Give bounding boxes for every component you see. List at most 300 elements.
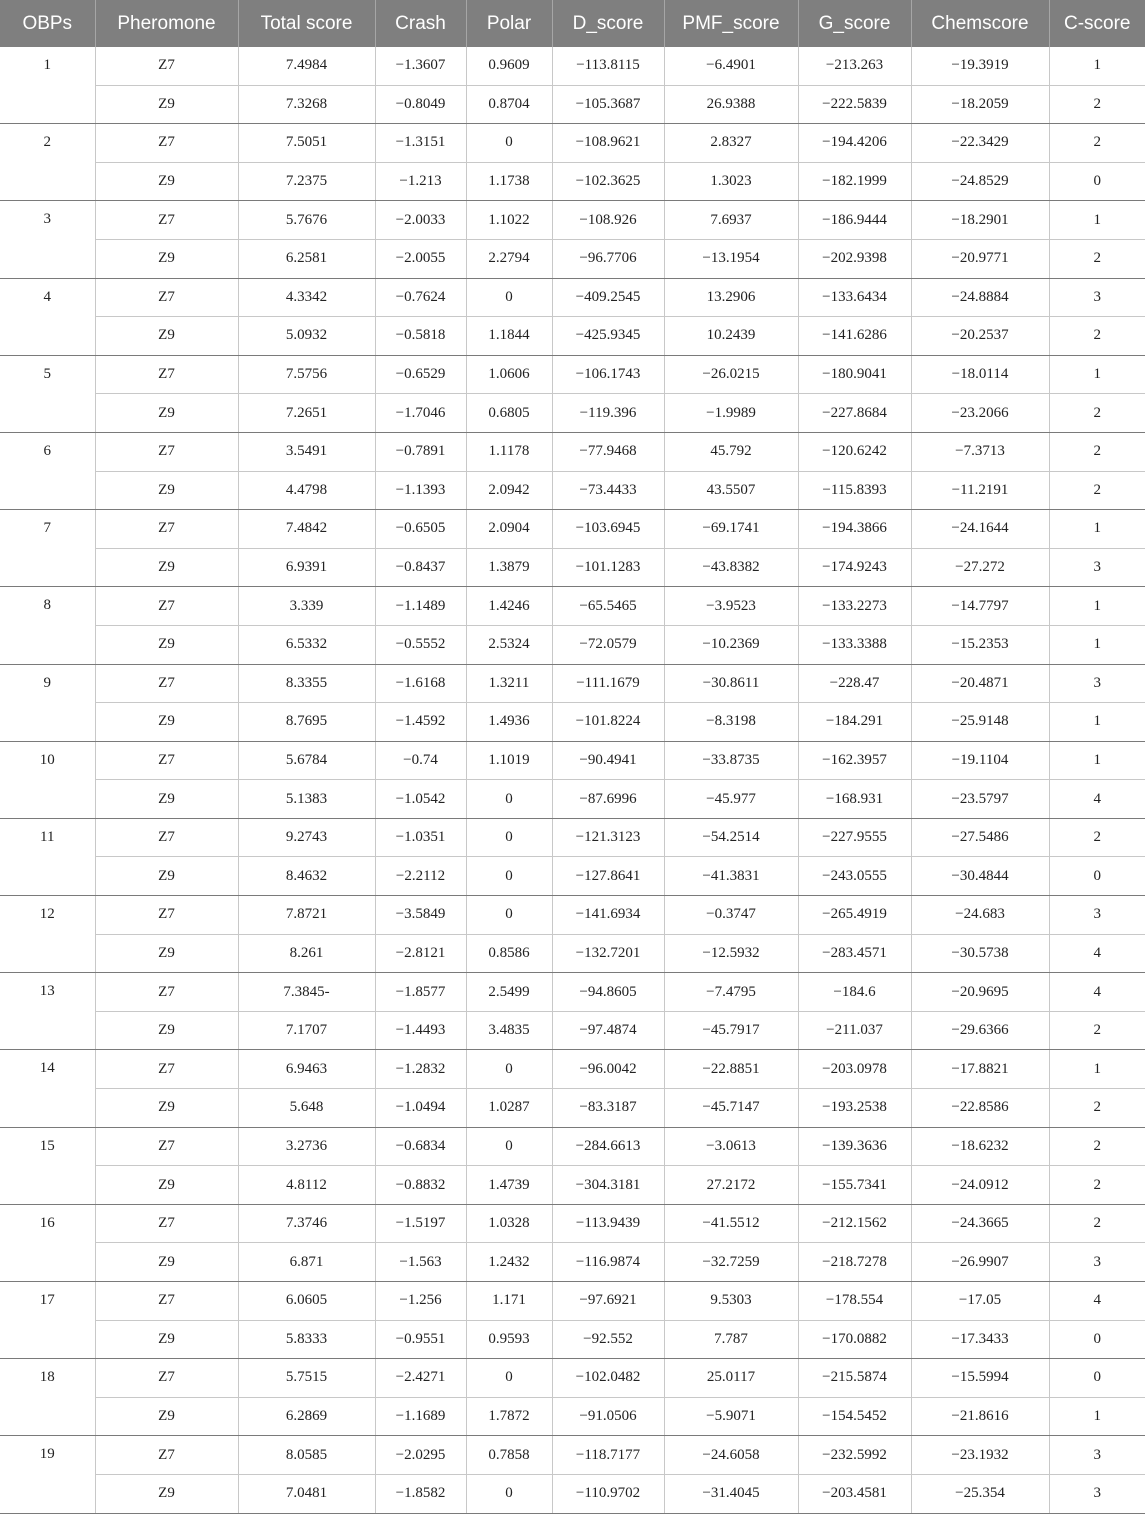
- table-cell: −265.4919: [798, 896, 911, 935]
- table-cell: 7.1707: [238, 1011, 375, 1050]
- table-cell: Z7: [95, 1436, 238, 1475]
- table-row: [0, 355, 1145, 394]
- table-cell: 0: [466, 1127, 552, 1166]
- table-cell: −45.977: [664, 780, 798, 819]
- table-cell: 6.5332: [238, 625, 375, 664]
- column-header: Polar: [466, 0, 552, 47]
- column-header: Total score: [238, 0, 375, 47]
- obp-cell: 1: [0, 47, 95, 124]
- table-cell: −1.4493: [375, 1011, 466, 1050]
- table-cell: −182.1999: [798, 162, 911, 201]
- table-cell: 1.0287: [466, 1089, 552, 1128]
- table-cell: 6.9391: [238, 548, 375, 587]
- table-cell: −1.563: [375, 1243, 466, 1282]
- table-cell: −155.7341: [798, 1166, 911, 1205]
- table-cell: −33.8735: [664, 741, 798, 780]
- table-cell: 4.3342: [238, 278, 375, 317]
- table-row: [0, 239, 1145, 278]
- table-cell: −232.5992: [798, 1436, 911, 1475]
- table-cell: −141.6286: [798, 317, 911, 356]
- table-cell: −29.6366: [911, 1011, 1049, 1050]
- table-cell: −24.8884: [911, 278, 1049, 317]
- table-cell: −168.931: [798, 780, 911, 819]
- table-cell: 1.4246: [466, 587, 552, 626]
- table-cell: 5.648: [238, 1089, 375, 1128]
- table-cell: 7.5051: [238, 124, 375, 163]
- table-cell: −1.3607: [375, 47, 466, 85]
- table-cell: 0: [466, 1474, 552, 1513]
- table-cell: 2: [1049, 317, 1145, 356]
- table-cell: −19.3919: [911, 47, 1049, 85]
- table-cell: −15.2353: [911, 625, 1049, 664]
- table-cell: Z9: [95, 317, 238, 356]
- table-cell: 13.2906: [664, 278, 798, 317]
- table-cell: −110.9702: [552, 1474, 664, 1513]
- table-cell: −23.1932: [911, 1436, 1049, 1475]
- table-cell: 2: [1049, 1166, 1145, 1205]
- table-cell: 0: [1049, 1359, 1145, 1398]
- table-cell: 2: [1049, 1204, 1145, 1243]
- table-cell: Z7: [95, 1359, 238, 1398]
- column-header: Chemscore: [911, 0, 1049, 47]
- table-cell: 1: [1049, 1397, 1145, 1436]
- table-row: [0, 857, 1145, 896]
- table-row: [0, 896, 1145, 935]
- table-row: [0, 162, 1145, 201]
- table-cell: −222.5839: [798, 85, 911, 124]
- table-cell: 3.4835: [466, 1011, 552, 1050]
- table-row: [0, 1050, 1145, 1089]
- table-cell: 3.2736: [238, 1127, 375, 1166]
- table-cell: −133.2273: [798, 587, 911, 626]
- table-cell: −102.0482: [552, 1359, 664, 1398]
- table-cell: 4: [1049, 780, 1145, 819]
- table-cell: 1.171: [466, 1282, 552, 1321]
- table-cell: 0: [466, 857, 552, 896]
- table-row: [0, 934, 1145, 973]
- table-cell: −45.7917: [664, 1011, 798, 1050]
- table-cell: Z9: [95, 857, 238, 896]
- table-cell: 7.5756: [238, 355, 375, 394]
- table-cell: 1: [1049, 703, 1145, 742]
- table-cell: Z7: [95, 664, 238, 703]
- table-cell: −20.9695: [911, 973, 1049, 1012]
- table-cell: −3.5849: [375, 896, 466, 935]
- table-row: [0, 664, 1145, 703]
- table-cell: Z9: [95, 1397, 238, 1436]
- table-cell: −304.3181: [552, 1166, 664, 1205]
- table-cell: 5.7515: [238, 1359, 375, 1398]
- table-cell: −1.1489: [375, 587, 466, 626]
- table-cell: 1.4936: [466, 703, 552, 742]
- table-cell: 10.2439: [664, 317, 798, 356]
- table-cell: 4: [1049, 934, 1145, 973]
- table-cell: −1.0351: [375, 818, 466, 857]
- table-cell: −105.3687: [552, 85, 664, 124]
- table-row: [0, 510, 1145, 549]
- table-cell: 2: [1049, 394, 1145, 433]
- table-cell: Z7: [95, 1204, 238, 1243]
- table-cell: −108.926: [552, 201, 664, 240]
- table-row: [0, 394, 1145, 433]
- table-cell: Z9: [95, 239, 238, 278]
- table-cell: −25.354: [911, 1474, 1049, 1513]
- table-cell: 1: [1049, 47, 1145, 85]
- table-cell: 2: [1049, 1127, 1145, 1166]
- obp-cell: 19: [0, 1436, 95, 1513]
- obp-cell: 11: [0, 818, 95, 895]
- table-cell: −18.0114: [911, 355, 1049, 394]
- table-cell: 1.2432: [466, 1243, 552, 1282]
- table-row: [0, 1243, 1145, 1282]
- table-cell: 9.2743: [238, 818, 375, 857]
- table-cell: −184.6: [798, 973, 911, 1012]
- table-cell: −139.3636: [798, 1127, 911, 1166]
- table-cell: −27.272: [911, 548, 1049, 587]
- table-cell: −116.9874: [552, 1243, 664, 1282]
- table-row: [0, 201, 1145, 240]
- table-cell: 1.1844: [466, 317, 552, 356]
- table-cell: 0: [466, 780, 552, 819]
- table-cell: −228.47: [798, 664, 911, 703]
- table-row: [0, 432, 1145, 471]
- table-cell: Z7: [95, 896, 238, 935]
- table-cell: 5.8333: [238, 1320, 375, 1359]
- table-cell: −180.9041: [798, 355, 911, 394]
- table-cell: Z9: [95, 934, 238, 973]
- table-cell: −13.1954: [664, 239, 798, 278]
- table-cell: −24.683: [911, 896, 1049, 935]
- header-row: [0, 0, 1145, 47]
- table-row: [0, 587, 1145, 626]
- table-cell: −0.8437: [375, 548, 466, 587]
- table-cell: 7.8721: [238, 896, 375, 935]
- table-cell: −22.8851: [664, 1050, 798, 1089]
- table-cell: −0.7624: [375, 278, 466, 317]
- column-header: C-score: [1049, 0, 1145, 47]
- table-cell: −102.3625: [552, 162, 664, 201]
- table-cell: −2.0055: [375, 239, 466, 278]
- table-cell: −227.9555: [798, 818, 911, 857]
- table-cell: −20.2537: [911, 317, 1049, 356]
- table-cell: −1.1689: [375, 1397, 466, 1436]
- table-cell: −54.2514: [664, 818, 798, 857]
- table-cell: 27.2172: [664, 1166, 798, 1205]
- table-cell: −194.3866: [798, 510, 911, 549]
- table-row: [0, 1359, 1145, 1398]
- table-row: [0, 278, 1145, 317]
- table-cell: 5.6784: [238, 741, 375, 780]
- table-cell: 6.0605: [238, 1282, 375, 1321]
- table-cell: Z7: [95, 47, 238, 85]
- table-cell: −2.4271: [375, 1359, 466, 1398]
- table-cell: 3: [1049, 896, 1145, 935]
- obp-cell: 14: [0, 1050, 95, 1127]
- table-cell: −115.8393: [798, 471, 911, 510]
- table-cell: Z7: [95, 1127, 238, 1166]
- table-cell: −1.8582: [375, 1474, 466, 1513]
- table-cell: 6.2581: [238, 239, 375, 278]
- table-cell: 8.0585: [238, 1436, 375, 1475]
- obp-cell: 4: [0, 278, 95, 355]
- table-cell: Z9: [95, 548, 238, 587]
- table-cell: −133.6434: [798, 278, 911, 317]
- table-cell: 1.3879: [466, 548, 552, 587]
- table-row: [0, 548, 1145, 587]
- table-cell: −20.4871: [911, 664, 1049, 703]
- table-cell: −1.3151: [375, 124, 466, 163]
- table-cell: −113.9439: [552, 1204, 664, 1243]
- table-cell: −1.1393: [375, 471, 466, 510]
- table-cell: −213.263: [798, 47, 911, 85]
- table-cell: 2: [1049, 239, 1145, 278]
- table-cell: Z7: [95, 510, 238, 549]
- table-cell: −0.9551: [375, 1320, 466, 1359]
- table-cell: −15.5994: [911, 1359, 1049, 1398]
- table-cell: −1.0494: [375, 1089, 466, 1128]
- table-cell: −41.3831: [664, 857, 798, 896]
- table-cell: −174.9243: [798, 548, 911, 587]
- table-cell: 0.8704: [466, 85, 552, 124]
- table-cell: 1.1022: [466, 201, 552, 240]
- table-cell: Z7: [95, 355, 238, 394]
- table-cell: −69.1741: [664, 510, 798, 549]
- table-cell: −0.6834: [375, 1127, 466, 1166]
- table-cell: −0.5552: [375, 625, 466, 664]
- table-cell: −1.213: [375, 162, 466, 201]
- table-cell: −0.74: [375, 741, 466, 780]
- table-body: [0, 47, 1145, 1513]
- table-cell: 3: [1049, 1436, 1145, 1475]
- table-cell: −2.8121: [375, 934, 466, 973]
- table-row: [0, 1166, 1145, 1205]
- table-cell: −1.256: [375, 1282, 466, 1321]
- table-cell: −18.2901: [911, 201, 1049, 240]
- table-cell: −24.1644: [911, 510, 1049, 549]
- table-cell: 7.2651: [238, 394, 375, 433]
- table-cell: −218.7278: [798, 1243, 911, 1282]
- table-cell: 3: [1049, 1243, 1145, 1282]
- table-cell: 3.339: [238, 587, 375, 626]
- obp-cell: 6: [0, 432, 95, 509]
- table-cell: −65.5465: [552, 587, 664, 626]
- table-cell: −31.4045: [664, 1474, 798, 1513]
- table-cell: 1.1019: [466, 741, 552, 780]
- table-cell: −6.4901: [664, 47, 798, 85]
- table-cell: −23.5797: [911, 780, 1049, 819]
- table-cell: 7.787: [664, 1320, 798, 1359]
- table-cell: −283.4571: [798, 934, 911, 973]
- table-row: [0, 741, 1145, 780]
- table-header: [0, 0, 1145, 47]
- table-cell: −96.7706: [552, 239, 664, 278]
- table-cell: −17.8821: [911, 1050, 1049, 1089]
- table-cell: 0: [466, 896, 552, 935]
- table-cell: 6.871: [238, 1243, 375, 1282]
- table-cell: 8.4632: [238, 857, 375, 896]
- table-cell: 2: [1049, 471, 1145, 510]
- table-row: [0, 780, 1145, 819]
- table-cell: 0.6805: [466, 394, 552, 433]
- table-cell: 7.3268: [238, 85, 375, 124]
- table-cell: 2.5324: [466, 625, 552, 664]
- table-cell: 4.8112: [238, 1166, 375, 1205]
- table-cell: 3: [1049, 548, 1145, 587]
- table-cell: −26.0215: [664, 355, 798, 394]
- table-cell: −20.9771: [911, 239, 1049, 278]
- table-cell: −27.5486: [911, 818, 1049, 857]
- table-cell: −118.7177: [552, 1436, 664, 1475]
- table-row: [0, 1089, 1145, 1128]
- table-cell: −2.2112: [375, 857, 466, 896]
- table-cell: 1: [1049, 1050, 1145, 1089]
- table-cell: −186.9444: [798, 201, 911, 240]
- table-cell: −409.2545: [552, 278, 664, 317]
- table-cell: 7.4984: [238, 47, 375, 85]
- obp-cell: 18: [0, 1359, 95, 1436]
- table-cell: 3: [1049, 278, 1145, 317]
- table-cell: −7.3713: [911, 432, 1049, 471]
- table-cell: Z9: [95, 394, 238, 433]
- table-cell: −0.6505: [375, 510, 466, 549]
- table-cell: −41.5512: [664, 1204, 798, 1243]
- table-cell: −12.5932: [664, 934, 798, 973]
- table-cell: −17.05: [911, 1282, 1049, 1321]
- table-cell: −193.2538: [798, 1089, 911, 1128]
- table-cell: −111.1679: [552, 664, 664, 703]
- table-cell: −203.4581: [798, 1474, 911, 1513]
- table-cell: 3: [1049, 664, 1145, 703]
- table-cell: −3.0613: [664, 1127, 798, 1166]
- table-cell: 4: [1049, 1282, 1145, 1321]
- table-cell: 0: [1049, 857, 1145, 896]
- table-row: [0, 471, 1145, 510]
- table-cell: −1.5197: [375, 1204, 466, 1243]
- table-cell: 4.4798: [238, 471, 375, 510]
- column-header: OBPs: [0, 0, 95, 47]
- table-cell: 1: [1049, 741, 1145, 780]
- table-cell: −212.1562: [798, 1204, 911, 1243]
- table-row: [0, 703, 1145, 742]
- table-cell: −1.4592: [375, 703, 466, 742]
- table-cell: Z7: [95, 124, 238, 163]
- table-cell: 5.7676: [238, 201, 375, 240]
- table-cell: −127.8641: [552, 857, 664, 896]
- table-cell: −22.8586: [911, 1089, 1049, 1128]
- table-cell: 0.9593: [466, 1320, 552, 1359]
- table-cell: 7.3746: [238, 1204, 375, 1243]
- table-cell: −90.4941: [552, 741, 664, 780]
- table-row: [0, 1436, 1145, 1475]
- table-cell: Z9: [95, 1474, 238, 1513]
- table-cell: −92.552: [552, 1320, 664, 1359]
- table-cell: 4: [1049, 973, 1145, 1012]
- table-cell: 1: [1049, 201, 1145, 240]
- obp-cell: 16: [0, 1204, 95, 1281]
- table-cell: −91.0506: [552, 1397, 664, 1436]
- table-cell: −2.0295: [375, 1436, 466, 1475]
- table-cell: −227.8684: [798, 394, 911, 433]
- table-cell: 2.8327: [664, 124, 798, 163]
- table-cell: −96.0042: [552, 1050, 664, 1089]
- table-cell: Z9: [95, 1243, 238, 1282]
- obp-cell: 15: [0, 1127, 95, 1204]
- obp-cell: 13: [0, 973, 95, 1050]
- table-cell: Z9: [95, 625, 238, 664]
- table-cell: −19.1104: [911, 741, 1049, 780]
- table-cell: −141.6934: [552, 896, 664, 935]
- table-cell: Z7: [95, 278, 238, 317]
- table-row: [0, 1282, 1145, 1321]
- table-cell: 7.4842: [238, 510, 375, 549]
- table-cell: −83.3187: [552, 1089, 664, 1128]
- table-cell: −108.9621: [552, 124, 664, 163]
- table-cell: −23.2066: [911, 394, 1049, 433]
- table-row: [0, 1204, 1145, 1243]
- table-cell: −0.6529: [375, 355, 466, 394]
- table-cell: −0.7891: [375, 432, 466, 471]
- column-header: D_score: [552, 0, 664, 47]
- table-cell: −0.3747: [664, 896, 798, 935]
- table-cell: −0.8049: [375, 85, 466, 124]
- table-cell: 9.5303: [664, 1282, 798, 1321]
- obp-cell: 3: [0, 201, 95, 278]
- table-cell: 8.3355: [238, 664, 375, 703]
- table-cell: 25.0117: [664, 1359, 798, 1398]
- table-cell: 8.261: [238, 934, 375, 973]
- table-cell: −1.0542: [375, 780, 466, 819]
- table-cell: Z7: [95, 818, 238, 857]
- table-cell: Z7: [95, 741, 238, 780]
- table-cell: Z9: [95, 162, 238, 201]
- table-cell: 1: [1049, 625, 1145, 664]
- table-cell: −10.2369: [664, 625, 798, 664]
- obp-cell: 10: [0, 741, 95, 818]
- table-cell: 2.5499: [466, 973, 552, 1012]
- table-cell: −11.2191: [911, 471, 1049, 510]
- table-row: [0, 973, 1145, 1012]
- obp-cell: 2: [0, 124, 95, 201]
- table-cell: −1.6168: [375, 664, 466, 703]
- table-cell: Z9: [95, 1011, 238, 1050]
- table-cell: −24.0912: [911, 1166, 1049, 1205]
- table-cell: 2.2794: [466, 239, 552, 278]
- obp-cell: 5: [0, 355, 95, 432]
- table-cell: Z9: [95, 703, 238, 742]
- table-cell: −194.4206: [798, 124, 911, 163]
- table-row: [0, 1127, 1145, 1166]
- table-row: [0, 85, 1145, 124]
- table-cell: 0: [466, 1359, 552, 1398]
- table-cell: 2.0904: [466, 510, 552, 549]
- table-row: [0, 1397, 1145, 1436]
- table-cell: Z7: [95, 1282, 238, 1321]
- table-cell: Z9: [95, 471, 238, 510]
- table-cell: 5.1383: [238, 780, 375, 819]
- table-cell: Z9: [95, 1166, 238, 1205]
- table-cell: Z7: [95, 1050, 238, 1089]
- table-cell: −25.9148: [911, 703, 1049, 742]
- table-cell: 26.9388: [664, 85, 798, 124]
- table-cell: 7.6937: [664, 201, 798, 240]
- table-cell: −203.0978: [798, 1050, 911, 1089]
- table-cell: −132.7201: [552, 934, 664, 973]
- table-cell: −425.9345: [552, 317, 664, 356]
- table-cell: 3.5491: [238, 432, 375, 471]
- table-cell: −3.9523: [664, 587, 798, 626]
- table-cell: Z7: [95, 432, 238, 471]
- table-cell: −0.5818: [375, 317, 466, 356]
